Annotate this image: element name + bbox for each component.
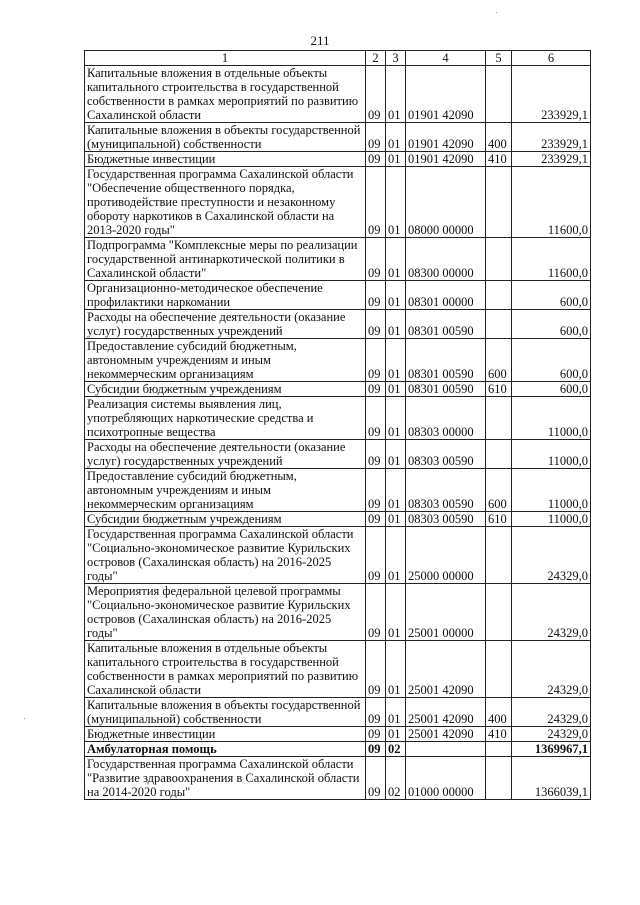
expense-type-cell: 600: [486, 339, 512, 382]
row-name-cell: Подпрограмма "Комплексные меры по реализации государственной антинаркотической политики в Сахалинской области": [85, 238, 366, 281]
column-header: 1: [85, 51, 366, 66]
row-name-cell: Государственная программа Сахалинской области "Обеспечение общественного порядка, противодействие преступности и незаконному обороту наркотиков в Сахалинской области на 2013-2020 годы": [85, 167, 366, 238]
section-cell: 09: [366, 512, 386, 527]
table-row: [85, 238, 591, 281]
row-name-cell: Капитальные вложения в отдельные объекты капитального строительства в государственной собственности в рамках мероприятий по развитию Сахалинской области: [85, 66, 366, 123]
amount-cell: 24329,0: [512, 641, 591, 698]
row-name-cell: Организационно-методическое обеспечение профилактики наркомании: [85, 281, 366, 310]
row-name-cell: Субсидии бюджетным учреждениям: [85, 512, 366, 527]
section-cell: 09: [366, 310, 386, 339]
subsection-cell: 01: [386, 339, 406, 382]
subsection-cell: 01: [386, 152, 406, 167]
amount-cell: 24329,0: [512, 727, 591, 742]
amount-cell: 11000,0: [512, 397, 591, 440]
target-article-cell: 25001 42090: [406, 698, 486, 727]
expense-type-cell: 410: [486, 152, 512, 167]
subsection-cell: 01: [386, 238, 406, 281]
subsection-cell: 01: [386, 397, 406, 440]
table-row: [85, 310, 591, 339]
section-cell: 09: [366, 641, 386, 698]
table-row: [85, 440, 591, 469]
row-name-cell: Амбулаторная помощь: [85, 742, 366, 757]
target-article-cell: 08301 00590: [406, 339, 486, 382]
target-article-cell: 08303 00000: [406, 397, 486, 440]
expense-type-cell: [486, 167, 512, 238]
table-row: [85, 584, 591, 641]
expense-type-cell: [486, 757, 512, 800]
amount-cell: 233929,1: [512, 66, 591, 123]
row-name-cell: Бюджетные инвестиции: [85, 152, 366, 167]
row-name-cell: Субсидии бюджетным учреждениям: [85, 382, 366, 397]
expense-type-cell: [486, 527, 512, 584]
target-article-cell: 01000 00000: [406, 757, 486, 800]
amount-cell: 233929,1: [512, 123, 591, 152]
section-cell: 09: [366, 123, 386, 152]
section-cell: 09: [366, 527, 386, 584]
table-row: [85, 339, 591, 382]
expense-type-cell: 610: [486, 512, 512, 527]
expense-type-cell: 400: [486, 123, 512, 152]
section-cell: 09: [366, 757, 386, 800]
amount-cell: 1366039,1: [512, 757, 591, 800]
subsection-cell: 01: [386, 527, 406, 584]
amount-cell: 11000,0: [512, 512, 591, 527]
section-cell: 09: [366, 238, 386, 281]
scan-speck: [24, 718, 25, 719]
amount-cell: 11600,0: [512, 167, 591, 238]
expense-type-cell: [486, 66, 512, 123]
section-cell: 09: [366, 440, 386, 469]
target-article-cell: 25001 42090: [406, 641, 486, 698]
expense-type-cell: 410: [486, 727, 512, 742]
row-name-cell: Государственная программа Сахалинской области "Социально-экономическое развитие Курильских островов (Сахалинская область) на 2016-2025 годы": [85, 527, 366, 584]
expense-type-cell: 610: [486, 382, 512, 397]
amount-cell: 600,0: [512, 310, 591, 339]
scan-speck: [496, 12, 497, 13]
budget-table: [84, 50, 591, 800]
table-row: [85, 152, 591, 167]
table-row: [85, 727, 591, 742]
section-cell: 09: [366, 397, 386, 440]
row-name-cell: Бюджетные инвестиции: [85, 727, 366, 742]
column-header: 6: [512, 51, 591, 66]
amount-cell: 600,0: [512, 382, 591, 397]
table-row: [85, 641, 591, 698]
amount-cell: 1369967,1: [512, 742, 591, 757]
expense-type-cell: 400: [486, 698, 512, 727]
column-header: 5: [486, 51, 512, 66]
subsection-cell: 01: [386, 167, 406, 238]
table-row: [85, 167, 591, 238]
subsection-cell: 01: [386, 281, 406, 310]
target-article-cell: 08303 00590: [406, 440, 486, 469]
table-row: [85, 66, 591, 123]
subsection-cell: 01: [386, 440, 406, 469]
target-article-cell: 08301 00590: [406, 310, 486, 339]
table-row: [85, 698, 591, 727]
amount-cell: 24329,0: [512, 527, 591, 584]
section-cell: 09: [366, 281, 386, 310]
subsection-cell: 01: [386, 727, 406, 742]
budget-table-body: [85, 51, 591, 800]
target-article-cell: 01901 42090: [406, 152, 486, 167]
section-cell: 09: [366, 66, 386, 123]
page-number: 211: [310, 33, 330, 48]
section-cell: 09: [366, 727, 386, 742]
expense-type-cell: [486, 397, 512, 440]
row-name-cell: Предоставление субсидий бюджетным, автономным учреждениям и иным некоммерческим организациям: [85, 339, 366, 382]
target-article-cell: 25001 00000: [406, 584, 486, 641]
expense-type-cell: [486, 310, 512, 339]
amount-cell: 233929,1: [512, 152, 591, 167]
expense-type-cell: [486, 440, 512, 469]
row-name-cell: Капитальные вложения в объекты государственной (муниципальной) собственности: [85, 123, 366, 152]
expense-type-cell: [486, 641, 512, 698]
row-name-cell: Капитальные вложения в отдельные объекты капитального строительства в государственной собственности в рамках мероприятий по развитию Сахалинской области: [85, 641, 366, 698]
subsection-cell: 01: [386, 310, 406, 339]
expense-type-cell: [486, 742, 512, 757]
table-row: [85, 527, 591, 584]
row-name-cell: Государственная программа Сахалинской области "Развитие здравоохранения в Сахалинской области на 2014-2020 годы": [85, 757, 366, 800]
subsection-cell: 01: [386, 382, 406, 397]
subsection-cell: 02: [386, 742, 406, 757]
row-name-cell: Мероприятия федеральной целевой программы "Социально-экономическое развитие Курильских островов (Сахалинская область) на 2016-2025 годы": [85, 584, 366, 641]
table-row: [85, 742, 591, 757]
amount-cell: 600,0: [512, 339, 591, 382]
target-article-cell: 08303 00590: [406, 469, 486, 512]
amount-cell: 11000,0: [512, 440, 591, 469]
table-row: [85, 757, 591, 800]
target-article-cell: 08303 00590: [406, 512, 486, 527]
expense-type-cell: [486, 238, 512, 281]
row-name-cell: Расходы на обеспечение деятельности (оказание услуг) государственных учреждений: [85, 440, 366, 469]
section-cell: 09: [366, 382, 386, 397]
row-name-cell: Предоставление субсидий бюджетным, автономным учреждениям и иным некоммерческим организациям: [85, 469, 366, 512]
table-row: [85, 469, 591, 512]
section-cell: 09: [366, 339, 386, 382]
expense-type-cell: 600: [486, 469, 512, 512]
subsection-cell: 01: [386, 698, 406, 727]
table-row: [85, 512, 591, 527]
amount-cell: 11000,0: [512, 469, 591, 512]
target-article-cell: 01901 42090: [406, 66, 486, 123]
subsection-cell: 02: [386, 757, 406, 800]
subsection-cell: 01: [386, 469, 406, 512]
table-row: [85, 382, 591, 397]
target-article-cell: 01901 42090: [406, 123, 486, 152]
table-row: [85, 397, 591, 440]
section-cell: 09: [366, 167, 386, 238]
amount-cell: 24329,0: [512, 584, 591, 641]
amount-cell: 24329,0: [512, 698, 591, 727]
amount-cell: 11600,0: [512, 238, 591, 281]
row-name-cell: Расходы на обеспечение деятельности (оказание услуг) государственных учреждений: [85, 310, 366, 339]
amount-cell: 600,0: [512, 281, 591, 310]
section-cell: 09: [366, 742, 386, 757]
section-cell: 09: [366, 469, 386, 512]
target-article-cell: 25000 00000: [406, 527, 486, 584]
column-number-row: [85, 51, 591, 66]
expense-type-cell: [486, 281, 512, 310]
subsection-cell: 01: [386, 512, 406, 527]
section-cell: 09: [366, 698, 386, 727]
target-article-cell: 08300 00000: [406, 238, 486, 281]
row-name-cell: Капитальные вложения в объекты государственной (муниципальной) собственности: [85, 698, 366, 727]
target-article-cell: [406, 742, 486, 757]
column-header: 3: [386, 51, 406, 66]
table-row: [85, 123, 591, 152]
expense-type-cell: [486, 584, 512, 641]
subsection-cell: 01: [386, 123, 406, 152]
table-row: [85, 281, 591, 310]
row-name-cell: Реализация системы выявления лиц, употребляющих наркотические средства и психотропные вещества: [85, 397, 366, 440]
target-article-cell: 25001 42090: [406, 727, 486, 742]
subsection-cell: 01: [386, 66, 406, 123]
column-header: 4: [406, 51, 486, 66]
subsection-cell: 01: [386, 584, 406, 641]
subsection-cell: 01: [386, 641, 406, 698]
section-cell: 09: [366, 584, 386, 641]
column-header: 2: [366, 51, 386, 66]
target-article-cell: 08301 00000: [406, 281, 486, 310]
target-article-cell: 08301 00590: [406, 382, 486, 397]
section-cell: 09: [366, 152, 386, 167]
target-article-cell: 08000 00000: [406, 167, 486, 238]
